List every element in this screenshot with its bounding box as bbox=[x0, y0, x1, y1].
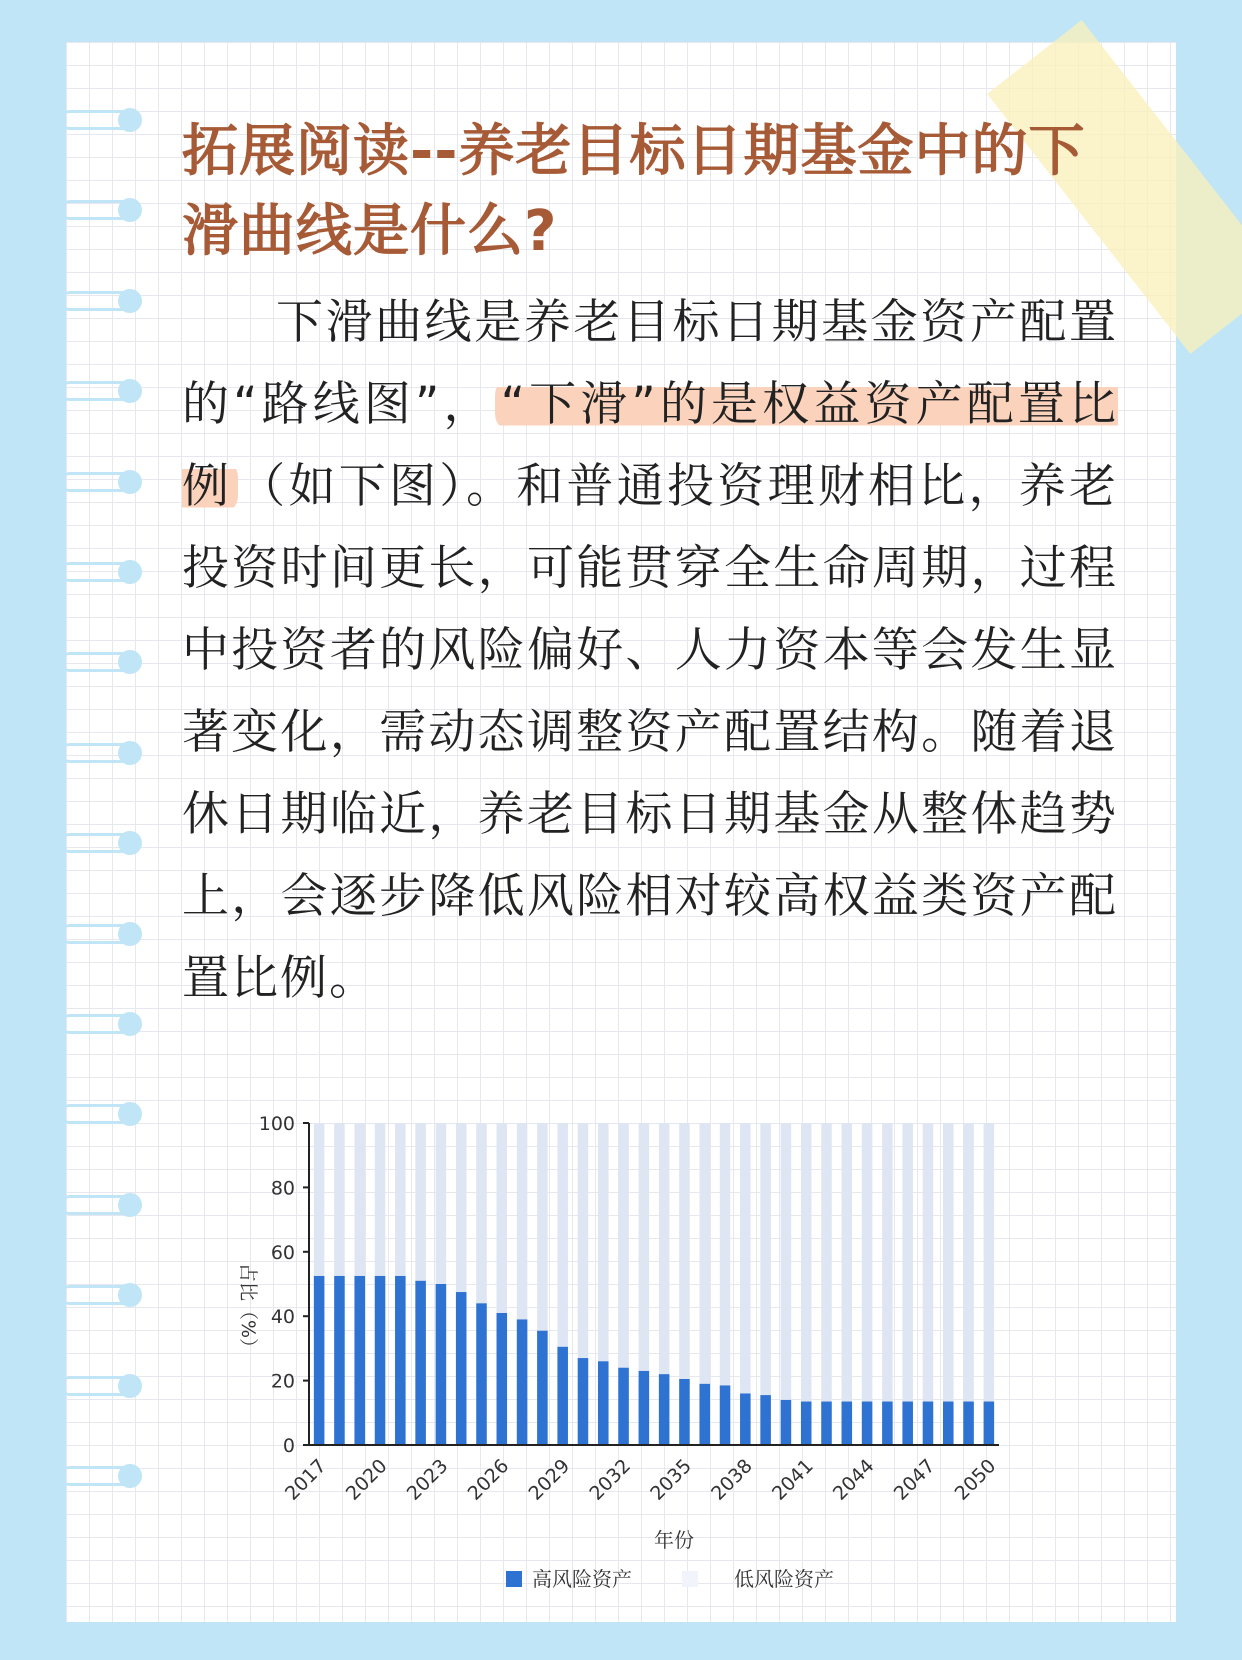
binder-hole bbox=[118, 1464, 142, 1488]
highlighted-phrase: “下滑”的是权益资产配置比例 bbox=[182, 377, 1118, 514]
bar-high-risk bbox=[943, 1402, 954, 1445]
legend-swatch-low-risk bbox=[682, 1571, 698, 1587]
binder-ring bbox=[60, 831, 140, 855]
bar-high-risk bbox=[923, 1402, 934, 1445]
legend bbox=[506, 1567, 834, 1591]
bar-high-risk bbox=[314, 1276, 325, 1445]
bar-low-risk bbox=[517, 1123, 528, 1319]
bar-high-risk bbox=[598, 1361, 609, 1445]
x-tick-label: 2029 bbox=[524, 1454, 575, 1505]
y-tick-label: 40 bbox=[270, 1306, 295, 1329]
binder-ring bbox=[60, 741, 140, 765]
bar-low-risk bbox=[882, 1123, 893, 1402]
bar-low-risk bbox=[902, 1123, 913, 1402]
binder-hole bbox=[118, 831, 142, 855]
binder-hole bbox=[118, 289, 142, 313]
bar-high-risk bbox=[639, 1371, 650, 1445]
bar-high-risk bbox=[476, 1303, 487, 1445]
bar-high-risk bbox=[760, 1395, 771, 1445]
bar-high-risk bbox=[659, 1374, 670, 1445]
x-tick-label: 2020 bbox=[341, 1454, 392, 1505]
article-paragraph bbox=[182, 282, 1118, 1020]
binder-ring bbox=[60, 108, 140, 132]
bar-low-risk bbox=[537, 1123, 548, 1331]
binder-hole bbox=[118, 1012, 142, 1036]
bar-high-risk bbox=[699, 1384, 710, 1445]
binder-ring bbox=[60, 289, 140, 313]
binder-hole bbox=[118, 922, 142, 946]
binder-ring bbox=[60, 198, 140, 222]
x-tick-label: 2050 bbox=[950, 1454, 1001, 1505]
bar-high-risk bbox=[456, 1292, 467, 1445]
y-tick-label: 0 bbox=[282, 1435, 295, 1457]
bar-high-risk bbox=[517, 1319, 528, 1445]
x-tick-label: 2035 bbox=[646, 1454, 696, 1505]
binder-ring bbox=[60, 1012, 140, 1036]
bar-low-risk bbox=[415, 1123, 426, 1281]
bar-high-risk bbox=[618, 1368, 629, 1445]
bar-low-risk bbox=[639, 1123, 650, 1371]
binder-hole bbox=[118, 1283, 142, 1307]
binder-hole bbox=[118, 560, 142, 584]
bar-high-risk bbox=[801, 1402, 812, 1445]
binder-ring bbox=[60, 650, 140, 674]
bar-high-risk bbox=[740, 1393, 751, 1445]
bar-high-risk bbox=[436, 1284, 447, 1445]
bar-high-risk bbox=[902, 1402, 913, 1445]
x-tick-label: 2017 bbox=[280, 1454, 331, 1505]
bar-low-risk bbox=[436, 1123, 447, 1284]
bar-low-risk bbox=[943, 1123, 954, 1402]
y-tick-label: 20 bbox=[270, 1370, 295, 1393]
binder-hole bbox=[118, 470, 142, 494]
y-tick-label: 80 bbox=[270, 1177, 295, 1200]
bar-low-risk bbox=[720, 1123, 731, 1385]
binder-ring bbox=[60, 1283, 140, 1307]
article-title: 拓展阅读--养老目标日期基金中的下滑曲线是什么? bbox=[182, 119, 1086, 264]
bar-high-risk bbox=[781, 1400, 792, 1445]
bar-high-risk bbox=[354, 1276, 365, 1445]
binder-ring bbox=[60, 1464, 140, 1488]
x-tick-label: 2038 bbox=[707, 1454, 757, 1505]
bar-high-risk bbox=[882, 1402, 893, 1445]
binder-ring bbox=[60, 1193, 140, 1217]
binder-ring bbox=[60, 1374, 140, 1398]
bar-low-risk bbox=[740, 1123, 751, 1393]
bar-low-risk bbox=[801, 1123, 812, 1402]
bar-high-risk bbox=[395, 1276, 406, 1445]
legend-label-high-risk: 高风险资产 bbox=[532, 1567, 632, 1591]
bar-low-risk bbox=[699, 1123, 710, 1384]
binder-hole bbox=[118, 650, 142, 674]
bar-high-risk bbox=[334, 1276, 345, 1445]
y-tick-label: 100 bbox=[258, 1113, 295, 1135]
bar-low-risk bbox=[963, 1123, 974, 1402]
binder-ring bbox=[60, 922, 140, 946]
binder-hole bbox=[118, 379, 142, 403]
bar-high-risk bbox=[415, 1281, 426, 1445]
x-tick-label: 2026 bbox=[463, 1454, 514, 1505]
x-tick-label: 2023 bbox=[402, 1454, 453, 1505]
bar-low-risk bbox=[557, 1123, 568, 1347]
bar-low-risk bbox=[497, 1123, 508, 1313]
bar-low-risk bbox=[598, 1123, 609, 1361]
binder-hole bbox=[118, 1193, 142, 1217]
bar-high-risk bbox=[842, 1402, 853, 1445]
bar-low-risk bbox=[354, 1123, 365, 1276]
bar-high-risk bbox=[984, 1402, 995, 1445]
binder-ring bbox=[60, 560, 140, 584]
bar-low-risk bbox=[781, 1123, 792, 1400]
paragraph-text-1: 下滑曲线是养老目标日期基金资产配置的“路线图”， bbox=[182, 295, 1118, 432]
y-tick-label: 60 bbox=[270, 1241, 295, 1264]
binder-hole bbox=[118, 1374, 142, 1398]
bar-high-risk bbox=[679, 1379, 690, 1445]
binder-ring bbox=[60, 470, 140, 494]
bar-low-risk bbox=[375, 1123, 386, 1276]
binder-ring bbox=[60, 379, 140, 403]
bars-group bbox=[314, 1123, 994, 1445]
bar-low-risk bbox=[618, 1123, 629, 1368]
x-axis-label: 年份 bbox=[654, 1528, 694, 1552]
binder-hole bbox=[118, 108, 142, 132]
x-tick-label: 2047 bbox=[889, 1454, 940, 1505]
binder-hole bbox=[118, 1102, 142, 1126]
bar-high-risk bbox=[375, 1276, 386, 1445]
bar-high-risk bbox=[578, 1358, 589, 1445]
bar-low-risk bbox=[821, 1123, 832, 1402]
binder-hole bbox=[118, 198, 142, 222]
bar-high-risk bbox=[537, 1331, 548, 1445]
bar-low-risk bbox=[456, 1123, 467, 1292]
paragraph-text-2: （如下图）。和普通投资理财相比，养老投资时间更长，可能贯穿全生命周期，过程中投资者的风险偏好、人力资本等会发生显著变化，需动态调整资产配置结构。随着退休日期临近，养老目标日期基金从整体趋势上，会逐步降低风险相对较高权益类资产配置比例。 bbox=[182, 459, 1118, 1006]
x-tick-label: 2041 bbox=[767, 1454, 818, 1505]
bar-high-risk bbox=[720, 1385, 731, 1445]
bar-low-risk bbox=[659, 1123, 670, 1374]
bar-low-risk bbox=[760, 1123, 771, 1395]
legend-label-low-risk: 低风险资产 bbox=[734, 1567, 834, 1591]
y-axis-label: 占比（%） bbox=[237, 1262, 259, 1358]
bar-low-risk bbox=[984, 1123, 995, 1402]
bar-low-risk bbox=[314, 1123, 325, 1276]
bar-low-risk bbox=[395, 1123, 406, 1276]
binder-ring bbox=[60, 1102, 140, 1126]
bar-high-risk bbox=[963, 1402, 974, 1445]
bar-low-risk bbox=[334, 1123, 345, 1276]
glide-path-chart bbox=[214, 1100, 1094, 1620]
bar-low-risk bbox=[923, 1123, 934, 1402]
bar-high-risk bbox=[557, 1347, 568, 1445]
bar-high-risk bbox=[497, 1313, 508, 1445]
bar-high-risk bbox=[821, 1402, 832, 1445]
legend-swatch-high-risk bbox=[506, 1571, 522, 1587]
bar-low-risk bbox=[862, 1123, 873, 1402]
bar-low-risk bbox=[679, 1123, 690, 1379]
x-tick-label: 2032 bbox=[585, 1454, 636, 1505]
bar-high-risk bbox=[862, 1402, 873, 1445]
bar-low-risk bbox=[842, 1123, 853, 1402]
x-tick-label: 2044 bbox=[828, 1454, 879, 1505]
bar-low-risk bbox=[578, 1123, 589, 1358]
bar-low-risk bbox=[476, 1123, 487, 1303]
binder-hole bbox=[118, 741, 142, 765]
